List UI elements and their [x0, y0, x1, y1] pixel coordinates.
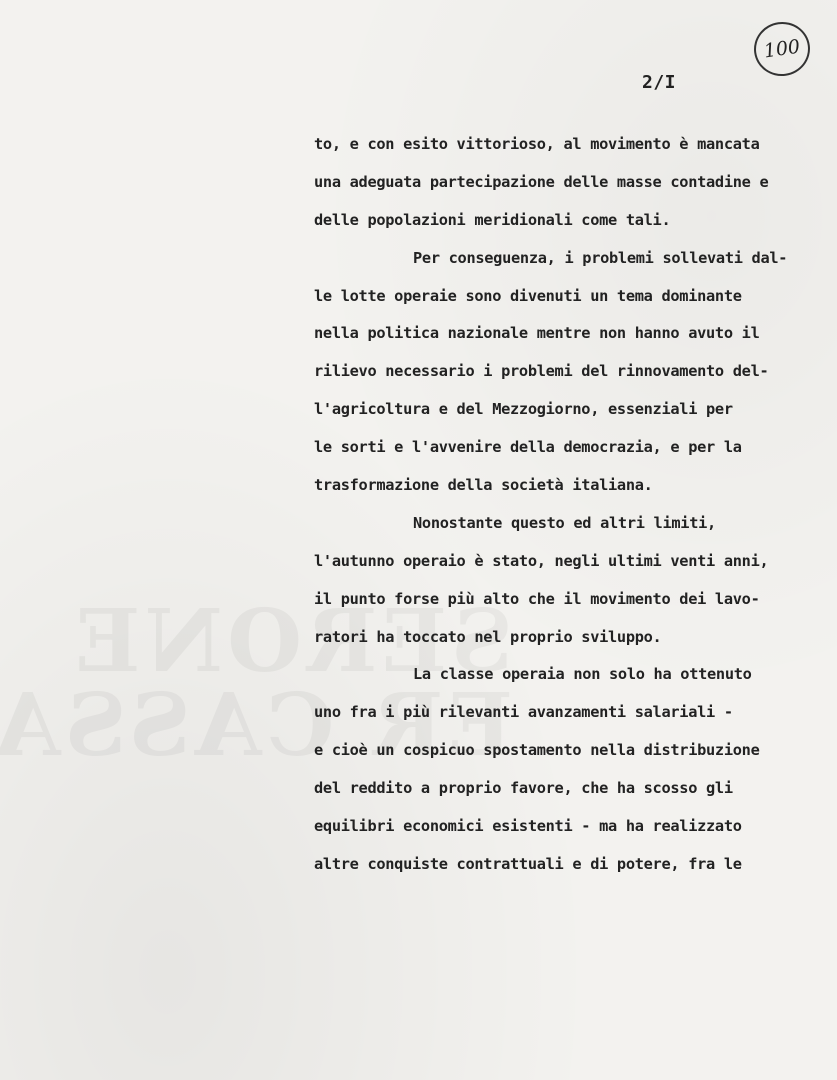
text-line: La classe operaia non solo ha ottenuto — [413, 665, 752, 684]
text-line: nella politica nazionale mentre non hanno avuto il — [314, 324, 760, 343]
page-number: 2/I — [642, 72, 677, 93]
text-line: delle popolazioni meridionali come tali. — [314, 210, 671, 229]
text-line: ratori ha toccato nel proprio sviluppo. — [314, 627, 662, 646]
text-line: rilievo necessario i problemi del rinnovamento del- — [314, 362, 769, 381]
text-line: altre conquiste contrattuali e di potere, fra le — [314, 854, 742, 873]
text-line: e cioè un cospicuo spostamento nella distribuzione — [314, 741, 760, 760]
text-line: Per conseguenza, i problemi sollevati dal- — [413, 248, 788, 267]
text-line: uno fra i più rilevanti avanzamenti salariali - — [314, 703, 733, 722]
text-line: l'agricoltura e del Mezzogiorno, essenziali per — [314, 400, 733, 419]
handwritten-page-annotation: 100 — [751, 18, 814, 79]
text-line: equilibri economici esistenti - ma ha realizzato — [314, 817, 742, 836]
text-line: l'autunno operaio è stato, negli ultimi venti anni, — [314, 551, 769, 570]
text-line: to, e con esito vittorioso, al movimento è mancata — [314, 135, 760, 153]
text-line: il punto forse più alto che il movimento dei lavo- — [314, 589, 760, 608]
text-line: le sorti e l'avvenire della democrazia, e per la — [314, 438, 742, 457]
text-line: del reddito a proprio favore, che ha scosso gli — [314, 779, 733, 798]
text-line: Nonostante questo ed altri limiti, — [413, 513, 716, 532]
text-line: trasformazione della società italiana. — [314, 476, 653, 495]
text-line: le lotte operaie sono divenuti un tema dominante — [314, 286, 742, 305]
text-line: una adeguata partecipazione delle masse contadine e — [314, 172, 769, 191]
document-body — [314, 126, 824, 884]
